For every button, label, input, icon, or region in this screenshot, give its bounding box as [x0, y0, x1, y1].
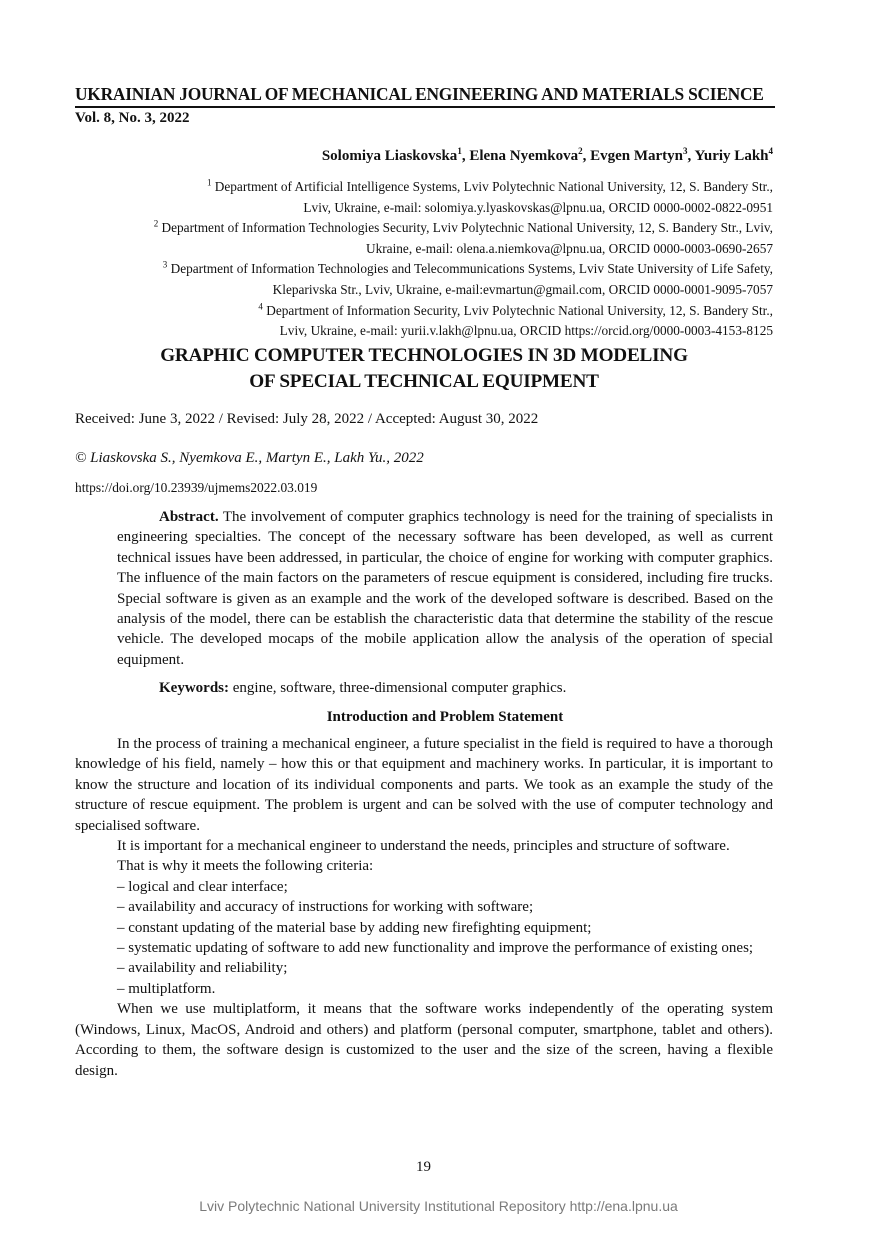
- affiliation-line: Ukraine, e-mail: olena.a.niemkova@lpnu.ua, ORCID 0000-0003-0690-2657: [366, 240, 773, 256]
- affiliation-line: [75, 218, 773, 239]
- affiliation-marker: 2: [153, 218, 159, 229]
- affiliation-line: [75, 301, 773, 322]
- author-separator: ,: [582, 148, 591, 164]
- publication-dates: Received: June 3, 2022 / Revised: July 28, 2022 / Accepted: August 30, 2022: [75, 411, 539, 427]
- abstract-text: The involvement of computer graphics technology is need for the training of specialists in engineering specialties. The concept of the necessary software has been developed, as well as current technical issues have been addressed, in particular, the choice of engine for working with computer graphics. The influence of the main factors on the parameters of rescue equipment is considered, including fire trucks. Special software is given as an example and the work of the developed software is described. Based on the analysis of the model, there can be establish the characteristic data that determine the stability of the rescue vehicle. The developed mocaps of the mobile application allow the analysis of the operation of special equipment.: [117, 509, 773, 668]
- criteria-item: – systematic updating of software to add new functionality and improve the performance of existing ones;: [117, 940, 754, 957]
- article-title-line: OF SPECIAL TECHNICAL EQUIPMENT: [249, 371, 599, 392]
- affiliation-text: Department of Information Security, Lviv Polytechnic National University, 12, S. Bandery Str.,: [262, 302, 773, 318]
- article-title-line: GRAPHIC COMPUTER TECHNOLOGIES IN 3D MODELING: [160, 345, 688, 366]
- affiliation-text: Department of Information Technologies Security, Lviv Polytechnic National University, 12, S. Bandery Str., Lviv,: [158, 220, 773, 236]
- header-rule: [75, 106, 775, 108]
- affiliation-line: Kleparivska Str., Lviv, Ukraine, e-mail:evmartun@gmail.com, ORCID 0000-0001-9095-7057: [272, 281, 773, 297]
- author-name: Solomiya Liaskovska: [321, 148, 458, 164]
- paragraph: In the process of training a mechanical engineer, a future specialist in the field is required to have a thorough knowledge of his field, namely – how this or that equipment and machinery works. In particular, it is important to know the structure and location of its individual components and parts. We took as an example the study of the structure of rescue equipment. The problem is urgent and can be solved with the use of computer technology and specialised software.: [75, 736, 773, 834]
- author-name: Evgen Martyn: [590, 148, 683, 164]
- criteria-item: – logical and clear interface;: [117, 878, 288, 895]
- criteria-intro: That is why it meets the following criteria:: [117, 858, 374, 875]
- affiliation-marker: 1: [206, 177, 212, 188]
- abstract-label: Abstract.: [159, 509, 219, 525]
- copyright-notice: © Liaskovska S., Nyemkova E., Martyn E., Lakh Yu., 2022: [75, 450, 424, 466]
- criteria-item: – availability and accuracy of instructions for working with software;: [117, 899, 534, 916]
- criteria-item: – multiplatform.: [117, 980, 216, 997]
- doi-link[interactable]: https://doi.org/10.23939/ujmems2022.03.019: [75, 480, 318, 495]
- author-separator: ,: [461, 148, 470, 164]
- affiliation-text: Department of Artificial Intelligence Systems, Lviv Polytechnic National University, 12, S. Bandery Str.,: [211, 179, 773, 194]
- affiliation-line: Lviv, Ukraine, e-mail: solomiya.y.lyaskovskas@lpnu.ua, ORCID 0000-0002-0822-0951: [303, 199, 773, 215]
- journal-title: UKRAINIAN JOURNAL OF MECHANICAL ENGINEERING AND MATERIALS SCIENCE: [75, 84, 764, 104]
- author-name: Yuriy Lakh: [694, 148, 769, 164]
- affiliation-line: [75, 259, 773, 280]
- paragraph: It is important for a mechanical engineer to understand the needs, principles and structure of software.: [117, 838, 730, 855]
- author-affiliation-marker: 3: [682, 146, 688, 156]
- affiliation-line: Lviv, Ukraine, e-mail: yurii.v.lakh@lpnu.ua, ORCID https://orcid.org/0000-0003-4153-8125: [279, 323, 773, 339]
- author-separator: ,: [687, 148, 695, 164]
- criteria-item: – availability and reliability;: [117, 960, 288, 977]
- author-affiliation-marker: 4: [768, 146, 773, 156]
- affiliations: [75, 177, 773, 342]
- body-text: [75, 734, 773, 1081]
- affiliation-marker: 4: [258, 301, 263, 312]
- keywords: [159, 680, 566, 697]
- criteria-item: – constant updating of the material base by adding new firefighting equipment;: [117, 919, 592, 936]
- volume-issue: Vol. 8, No. 3, 2022: [75, 110, 190, 126]
- paragraph: When we use multiplatform, it means that the software works independently of the operating system (Windows, Linux, MacOS, Android and others) and platform (personal computer, smartphone, tablet and others). According to them, the software design is customized to the user and the size of the screen, having a flexible design.: [75, 1001, 773, 1079]
- author-name: Elena Nyemkova: [469, 148, 579, 164]
- author-affiliation-marker: 2: [578, 146, 583, 156]
- keywords-label: Keywords:: [159, 680, 229, 696]
- repository-footer: Lviv Polytechnic National University Institutional Repository http://ena.lpnu.ua: [199, 1198, 678, 1214]
- keywords-text: engine, software, three-dimensional computer graphics.: [229, 680, 567, 696]
- affiliation-marker: 3: [162, 259, 168, 270]
- section-heading: Introduction and Problem Statement: [326, 709, 564, 725]
- author-affiliation-marker: 1: [457, 146, 462, 156]
- affiliation-line: [75, 177, 773, 198]
- affiliation-text: Department of Information Technologies and Telecommunications Systems, Lviv State University of Life Safety,: [167, 261, 773, 277]
- author-list: [322, 148, 773, 165]
- article-title: [75, 343, 773, 395]
- abstract: [117, 507, 773, 670]
- page-number: 19: [416, 1159, 431, 1175]
